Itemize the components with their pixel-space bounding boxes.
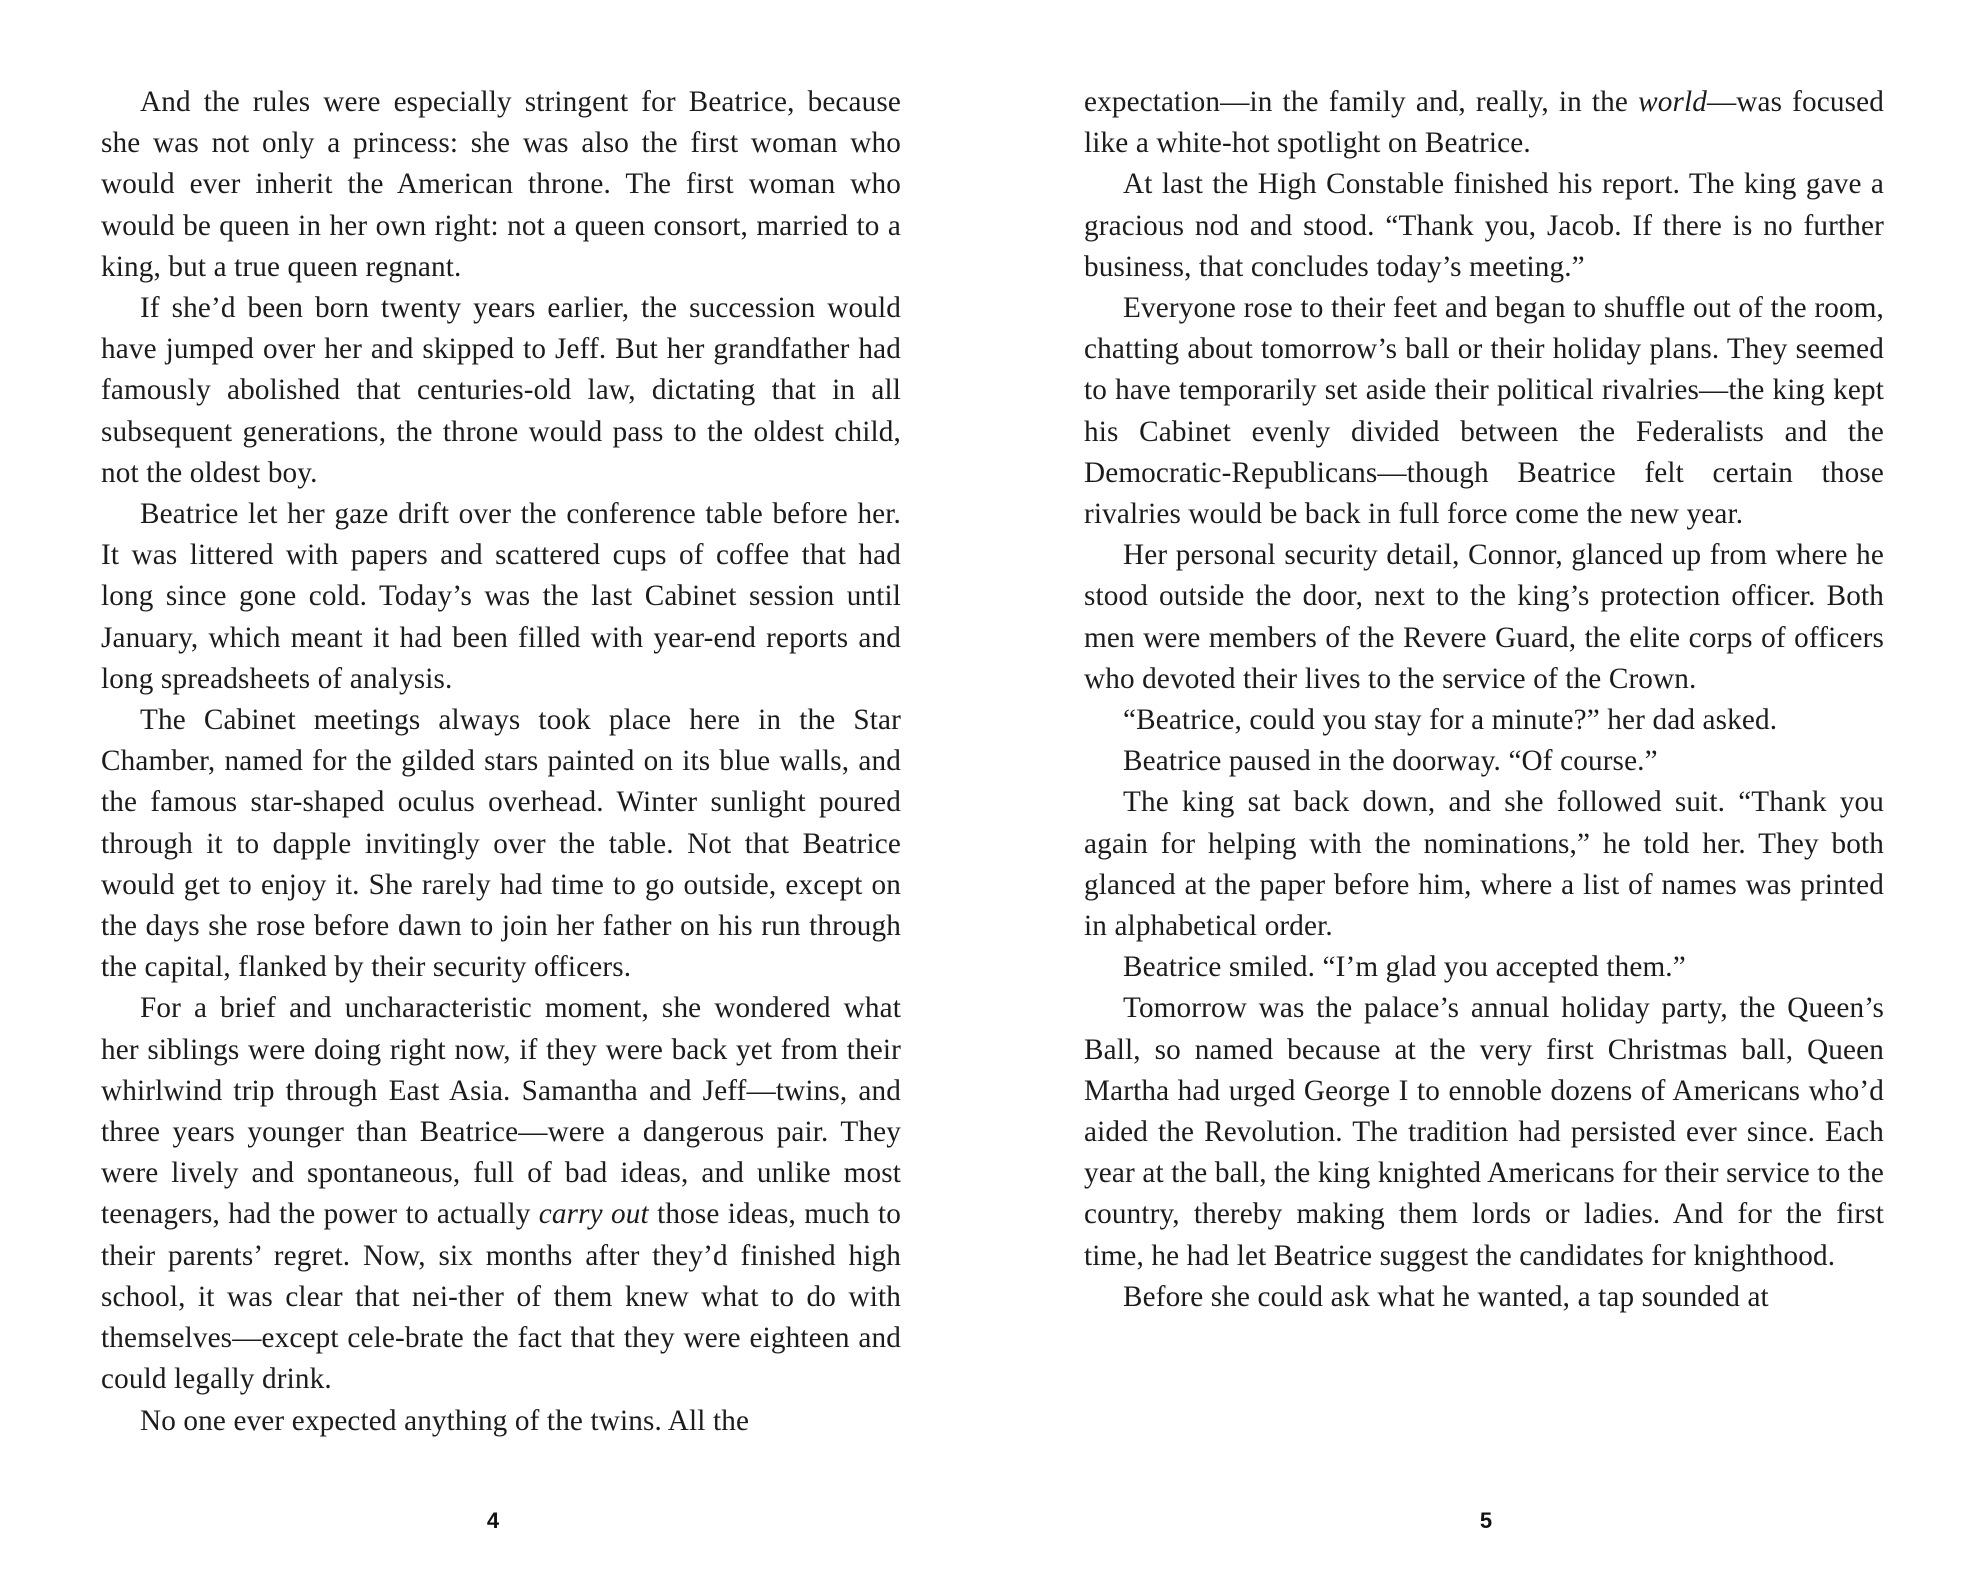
paragraph: The Cabinet meetings always took place here in the Star Chamber, named for the gilded stars painted on its blue walls, and the famous star-shaped oculus overhead. Winter sunlight poured through it to dapple invitingly over the table. Not that Beatrice would get to enjoy it. She rarely had time to go outside, except on the days she rose before dawn to join her father on his run through the capital, flanked by their security officers. [101,704,901,984]
paragraph-text: those ideas, much to their parents’ regret. Now, six months after they’d finished high school, it was clear that nei-ther of them knew what to do with themselves—except cele-brate the fact that they were eighteen and could legally drink. [101,1198,901,1396]
paragraph-text: —was focused like a white-hot spotlight on Beatrice. [1084,86,1884,160]
paragraph [101,988,901,1400]
paragraph: “Beatrice, could you stay for a minute?” her dad asked. [1123,704,1778,737]
page-number: 5 [1479,1508,1493,1533]
right-page [1084,82,1884,1318]
paragraph: Beatrice smiled. “I’m glad you accepted them.” [1123,951,1686,984]
paragraph-text: For a brief and uncharacteristic moment, she wondered what her siblings were doing right now, if they were back yet from their whirlwind trip through East Asia. Samantha and Jeff—twins, and three years younger than Beatrice—were a dangerous pair. They were lively and spontaneous, full of bad ideas, and unlike most teenagers, had the power to actually [101,992,901,1231]
emphasis-text: carry out [538,1198,649,1231]
paragraph-continued [1084,82,1884,164]
paragraph: Her personal security detail, Connor, glanced up from where he stood outside the door, next to the king’s protection officer. Both men were members of the Revere Guard, the elite corps of officers who devoted their lives to the service of the Crown. [1084,539,1884,695]
paragraph: The king sat back down, and she followed suit. “Thank you again for helping with the nominations,” he told her. They both glanced at the paper before him, where a list of names was printed in alphabetical order. [1084,786,1884,943]
paragraph: Tomorrow was the palace’s annual holiday party, the Queen’s Ball, so named because at the very first Christmas ball, Queen Martha had urged George I to ennoble dozens of Americans who’d aided the Revolution. The tradition had persisted ever since. Each year at the ball, the king knighted Americans for their service to the country, thereby making them lords or ladies. And for the first time, he had let Beatrice suggest the candidates for knighthood. [1084,992,1884,1272]
paragraph: Before she could ask what he wanted, a tap sounded at [1123,1280,1769,1313]
left-page [101,82,901,1442]
paragraph: If she’d been born twenty years earlier, the succession would have jumped over her and skipped to Jeff. But her grandfather had famously abolished that centuries-old law, dictating that in all subsequent generations, the throne would pass to the oldest child, not the oldest boy. [101,292,901,489]
left-page-text [101,82,901,1442]
paragraph: And the rules were especially stringent for Beatrice, because she was not only a princess: she was also the first woman who would ever inherit the American throne. The first woman who would be queen in her own right: not a queen consort, married to a king, but a true queen regnant. [101,86,901,283]
paragraph: Beatrice let her gaze drift over the conference table before her. It was littered with papers and scattered cups of coffee that had long since gone cold. Today’s was the last Cabinet session until January, which meant it had been filled with year-end reports and long spreadsheets of analysis. [101,498,901,695]
right-page-text [1084,82,1884,1318]
paragraph: No one ever expected anything of the twins. All the [140,1404,750,1437]
paragraph: At last the High Constable finished his report. The king gave a gracious nod and stood. “Thank you, Jacob. If there is no further business, that concludes today’s meeting.” [1084,168,1884,283]
page-number: 4 [486,1508,500,1533]
emphasis-text: world [1638,86,1707,118]
paragraph: Everyone rose to their feet and began to shuffle out of the room, chatting about tomorrow’s ball or their holiday plans. They seemed to have temporarily set aside their political rivalries—the king kept his Cabinet evenly divided between the Federalists and the Democratic-Republicans—though Beatrice felt certain those rivalries would be back in full force come the new year. [1084,292,1884,531]
paragraph-text: expectation—in the family and, really, in the [1084,86,1639,118]
paragraph: Beatrice paused in the doorway. “Of course.” [1123,745,1658,778]
